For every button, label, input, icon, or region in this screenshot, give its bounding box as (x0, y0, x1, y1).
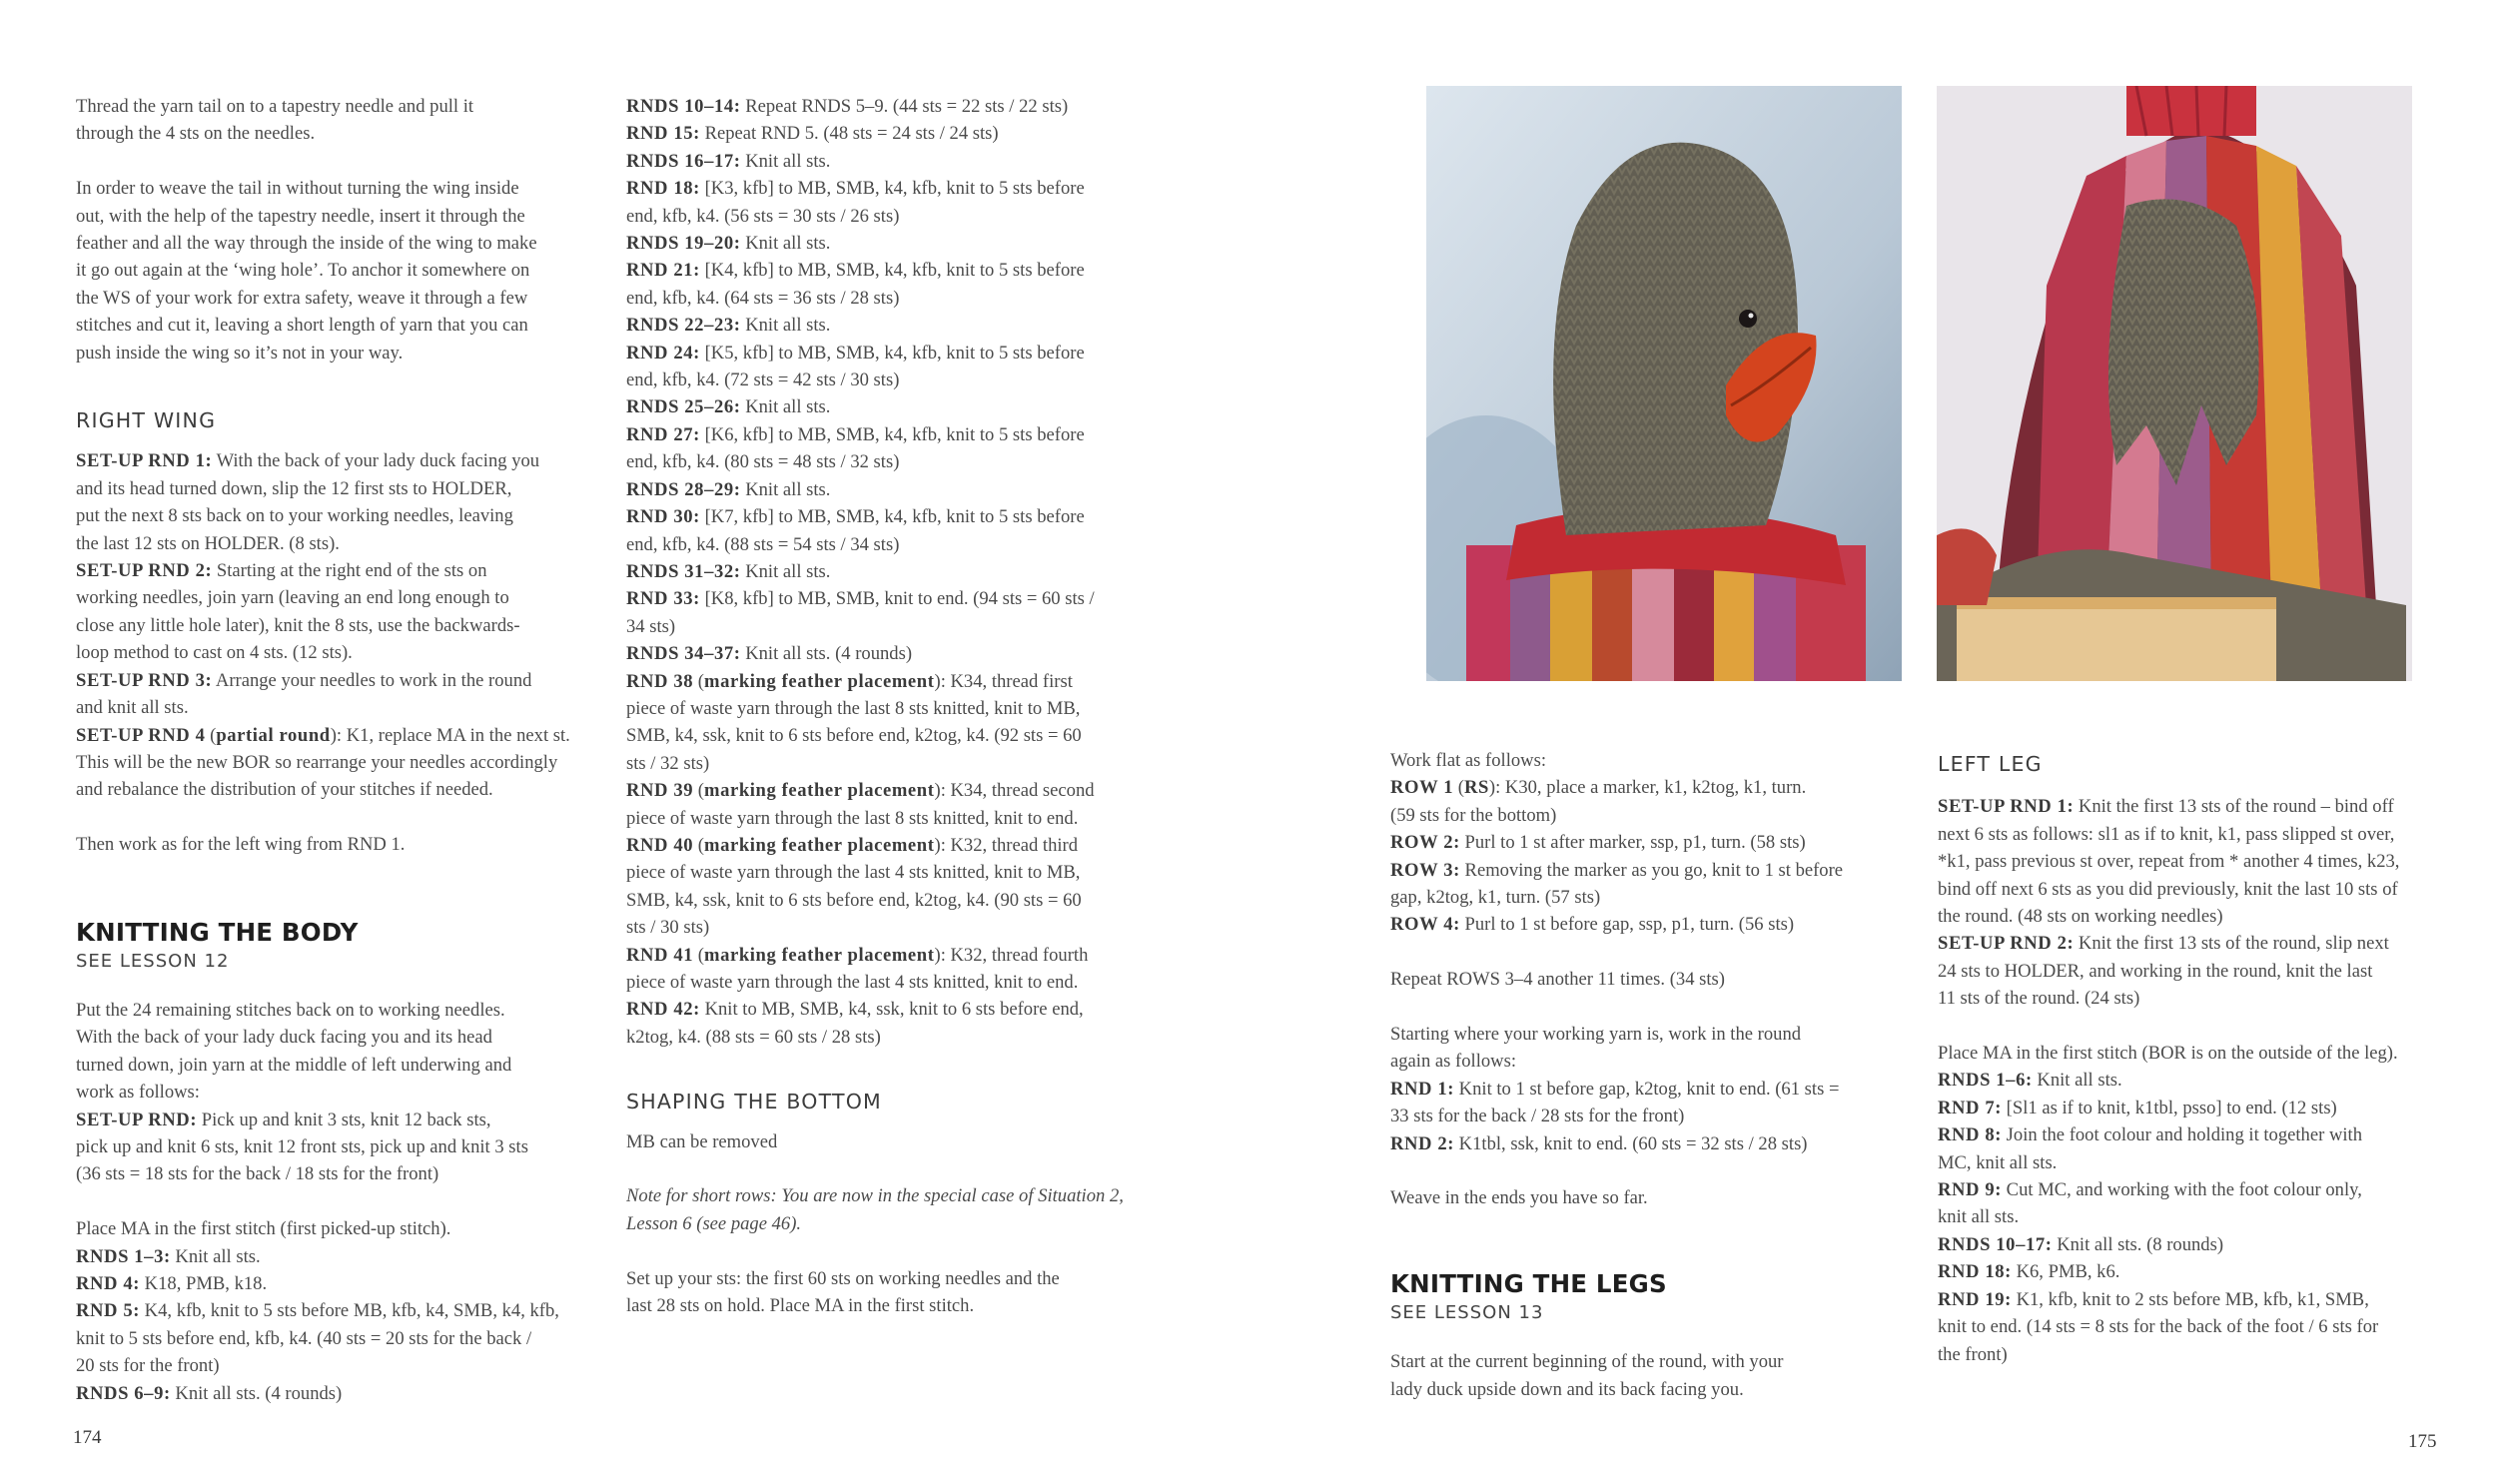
instruction-line: RND 1: Knit to 1 st before gap, k2tog, knit to end. (61 sts = (1390, 1078, 1840, 1100)
short-rows-note (626, 1182, 1146, 1237)
duck-head-illustration (1426, 86, 1902, 681)
instruction-line: Work flat as follows: (1390, 750, 1547, 771)
instruction-label: RND 33: (626, 588, 700, 610)
instruction-line: RND 9: Cut MC, and working with the foot colour only, (1938, 1179, 2362, 1201)
instruction-label: partial round (216, 724, 331, 746)
instruction-label: RNDS 10–17: (1938, 1233, 2053, 1255)
instruction-label: RND 38 (626, 670, 694, 692)
instruction-line: gap, k2tog, k1, turn. (57 sts) (1390, 887, 1601, 909)
left-leg-rounds (1938, 1040, 2457, 1368)
instruction-label: RNDS 1–6: (1938, 1070, 2033, 1092)
body-intro-paragraph (76, 997, 595, 1107)
text-line: the WS of your work for extra safety, weave it through a few (76, 287, 528, 309)
instruction-label: RND 18: (1938, 1261, 2012, 1283)
instruction-line: SMB, k4, ssk, knit to 6 sts before end, k2tog, k4. (92 sts = 60 (626, 725, 1082, 747)
instruction-line: RND 4: K18, PMB, k18. (76, 1272, 268, 1294)
legs-lesson-ref: SEE LESSON 13 (1390, 1301, 1544, 1323)
mb-removed-text: MB can be removed (626, 1130, 778, 1152)
text-line: stitches and cut it, leaving a short length of yarn that you can (76, 315, 528, 337)
instruction-line: SET-UP RND 2: Knit the first 13 sts of the round, slip next (1938, 933, 2389, 955)
body-rounds-continued (626, 93, 1146, 1051)
knitting-body-heading: KNITTING THE BODY (76, 917, 359, 947)
instruction-line: Place MA in the first stitch (BOR is on the outside of the leg). (1938, 1043, 2398, 1065)
instruction-label: RNDS 19–20: (626, 233, 741, 255)
instruction-line: put the next 8 sts back on to your working needles, leaving (76, 505, 513, 527)
instruction-label: ROW 2: (1390, 832, 1460, 854)
instruction-line: RND 15: Repeat RND 5. (48 sts = 24 sts / 24 sts) (626, 123, 999, 145)
instruction-line: RND 33: [K8, kfb] to MB, SMB, knit to end. (94 sts = 60 sts / (626, 588, 1095, 610)
text-line: lady duck upside down and its back facing you. (1390, 1378, 1744, 1400)
instruction-line: close any little hole later), knit the 8 sts, use the backwards- (76, 614, 520, 636)
work-flat-instructions (1390, 747, 1910, 939)
instruction-line: ROW 2: Purl to 1 st after marker, ssp, p1, turn. (58 sts) (1390, 832, 1806, 854)
instruction-label: RND 5: (76, 1300, 141, 1322)
instruction-line: RND 5: K4, kfb, knit to 5 sts before MB, kfb, k4, SMB, k4, kfb, (76, 1300, 559, 1322)
instruction-line: RND 30: [K7, kfb] to MB, SMB, k4, kfb, knit to 5 sts before (626, 506, 1085, 528)
instruction-label: RND 9: (1938, 1179, 2003, 1201)
instruction-line: ROW 1 (RS): K30, place a marker, k1, k2tog, k1, turn. (1390, 777, 1807, 799)
instruction-line: knit all sts. (1938, 1206, 2020, 1228)
instruction-line: *k1, pass previous st over, repeat from * another 4 times, k23, (1938, 851, 2400, 873)
setup-sts-paragraph (626, 1265, 1146, 1320)
instruction-label: RND 24: (626, 342, 700, 364)
column-3 (1390, 747, 1910, 1403)
text-line: Thread the yarn tail on to a tapestry needle and pull it (76, 96, 474, 117)
instruction-label: SET-UP RND 2: (76, 560, 213, 582)
instruction-line: end, kfb, k4. (64 sts = 36 sts / 28 sts) (626, 287, 900, 309)
instruction-label: RND 1: (1390, 1078, 1455, 1100)
text-line: Put the 24 remaining stitches back on to working needles. (76, 999, 505, 1021)
instruction-label: RS (1463, 777, 1489, 799)
instruction-line: RND 21: [K4, kfb] to MB, SMB, k4, kfb, knit to 5 sts before (626, 260, 1085, 282)
instruction-line: SET-UP RND 4 (partial round): K1, replace MA in the next st. (76, 724, 570, 746)
instruction-line: SET-UP RND 1: Knit the first 13 sts of the round – bind off (1938, 796, 2394, 818)
instruction-line: bind off next 6 sts as you did previously, knit the last 10 sts of (1938, 878, 2398, 900)
text-line: out, with the help of the tapestry needle, insert it through the (76, 205, 525, 227)
instruction-label: RND 42: (626, 999, 700, 1021)
instruction-label: ROW 1 (1390, 777, 1454, 799)
instruction-line: Starting where your working yarn is, work in the round (1390, 1024, 1802, 1046)
instruction-line: SET-UP RND 2: Starting at the right end of the sts on (76, 560, 487, 582)
text-line: work as follows: (76, 1082, 200, 1104)
instruction-line: next 6 sts as follows: sl1 as if to knit, k1, pass slipped st over, (1938, 823, 2395, 845)
instruction-label: RNDS 1–3: (76, 1245, 171, 1267)
text-line: Start at the current beginning of the round, with your (1390, 1351, 1784, 1373)
instruction-line: working needles, join yarn (leaving an end long enough to (76, 587, 509, 609)
left-leg-heading: LEFT LEG (1938, 752, 2043, 776)
instruction-line: RNDS 6–9: Knit all sts. (4 rounds) (76, 1382, 343, 1404)
instruction-line: the round. (48 sts on working needles) (1938, 906, 2223, 928)
instruction-line: piece of waste yarn through the last 4 sts knitted, knit to MB, (626, 862, 1081, 884)
body-lesson-ref: SEE LESSON 12 (76, 950, 230, 972)
instruction-line: RND 38 (marking feather placement): K34, thread first (626, 670, 1073, 692)
instruction-label: RND 21: (626, 260, 700, 282)
instruction-line: SET-UP RND: Pick up and knit 3 sts, knit 12 back sts, (76, 1109, 491, 1130)
instruction-line: RND 42: Knit to MB, SMB, k4, ssk, knit to 6 sts before end, (626, 999, 1084, 1021)
photo-duck-head (1426, 86, 1902, 681)
instruction-line: RNDS 22–23: Knit all sts. (626, 315, 831, 337)
instruction-label: RND 7: (1938, 1097, 2003, 1118)
instruction-line: RND 18: K6, PMB, k6. (1938, 1261, 2120, 1283)
instruction-label: ROW 4: (1390, 914, 1460, 936)
right-wing-instructions (76, 447, 595, 803)
instruction-label: SET-UP RND 3: (76, 669, 213, 691)
then-work-text: Then work as for the left wing from RND 1. (76, 834, 406, 856)
instruction-line: RND 40 (marking feather placement): K32, thread third (626, 834, 1079, 856)
instruction-label: SET-UP RND: (76, 1109, 198, 1130)
knitting-legs-heading: KNITTING THE LEGS (1390, 1268, 1667, 1298)
weave-paragraph (76, 175, 595, 367)
instruction-label: RND 2: (1390, 1132, 1455, 1154)
note-line: Lesson 6 (see page 46). (626, 1212, 802, 1234)
instruction-line: 34 sts) (626, 615, 676, 637)
instruction-label: RNDS 6–9: (76, 1382, 171, 1404)
legs-start-paragraph (1390, 1348, 1910, 1403)
column-4 (1938, 751, 2457, 1368)
instruction-line: This will be the new BOR so rearrange your needles accordingly (76, 751, 558, 773)
intro-paragraph (76, 93, 595, 148)
instruction-label: RND 4: (76, 1272, 141, 1294)
instruction-line: the front) (1938, 1343, 2008, 1365)
instruction-line: 11 sts of the round. (24 sts) (1938, 988, 2140, 1010)
instruction-line: RND 19: K1, kfb, knit to 2 sts before MB, kfb, k1, SMB, (1938, 1288, 2369, 1310)
instruction-label: RND 41 (626, 944, 694, 966)
weave-ends-text: Weave in the ends you have so far. (1390, 1187, 1648, 1209)
instruction-line: RNDS 19–20: Knit all sts. (626, 233, 831, 255)
instruction-line: knit to 5 sts before end, kfb, k4. (40 sts = 20 sts for the back / (76, 1327, 532, 1349)
instruction-line: RNDS 1–3: Knit all sts. (76, 1245, 261, 1267)
instruction-line: piece of waste yarn through the last 8 sts knitted, knit to end. (626, 807, 1079, 829)
text-line: turned down, join yarn at the middle of left underwing and (76, 1054, 512, 1076)
text-line: push inside the wing so it’s not in your way. (76, 342, 404, 364)
instruction-label: SET-UP RND 2: (1938, 933, 2075, 955)
instruction-line: ROW 4: Purl to 1 st before gap, ssp, p1, turn. (56 sts) (1390, 914, 1795, 936)
instruction-line: and knit all sts. (76, 697, 189, 719)
instruction-label: RND 19: (1938, 1288, 2012, 1310)
instruction-line: loop method to cast on 4 sts. (12 sts). (76, 642, 353, 664)
instruction-line: end, kfb, k4. (88 sts = 54 sts / 34 sts) (626, 533, 900, 555)
instruction-label: SET-UP RND 4 (76, 724, 206, 746)
text-line: last 28 sts on hold. Place MA in the first stitch. (626, 1295, 975, 1317)
body-rounds-instructions (76, 1215, 595, 1407)
instruction-line: RND 39 (marking feather placement): K34, thread second (626, 780, 1095, 802)
instruction-line: piece of waste yarn through the last 4 sts knitted, knit to end. (626, 972, 1079, 993)
instruction-line: RNDS 28–29: Knit all sts. (626, 478, 831, 500)
instruction-line: RND 27: [K6, kfb] to MB, SMB, k4, kfb, knit to 5 sts before (626, 423, 1085, 445)
left-leg-setup (1938, 793, 2457, 1012)
instruction-label: RNDS 34–37: (626, 643, 741, 665)
instruction-label: RND 30: (626, 506, 700, 528)
instruction-line: end, kfb, k4. (80 sts = 48 sts / 32 sts) (626, 451, 900, 473)
page-number-left: 174 (73, 1427, 102, 1448)
body-setup-instructions (76, 1107, 595, 1188)
text-line: it go out again at the ‘wing hole’. To anchor it somewhere on (76, 260, 530, 282)
instruction-line: k2tog, k4. (88 sts = 60 sts / 28 sts) (626, 1026, 881, 1048)
instruction-line: RNDS 31–32: Knit all sts. (626, 560, 831, 582)
text-line: feather and all the way through the inside of the wing to make (76, 233, 537, 255)
instruction-line: RNDS 10–14: Repeat RNDS 5–9. (44 sts = 22 sts / 22 sts) (626, 96, 1069, 117)
text-line: In order to weave the tail in without turning the wing inside (76, 178, 519, 200)
instruction-label: RND 8: (1938, 1124, 2003, 1146)
instruction-line: RND 8: Join the foot colour and holding it together with (1938, 1124, 2363, 1146)
instruction-label: ROW 3: (1390, 859, 1460, 881)
instruction-label: RNDS 31–32: (626, 560, 741, 582)
column-2 (626, 93, 1146, 1319)
text-line: Set up your sts: the first 60 sts on working needles and the (626, 1267, 1060, 1289)
instruction-label: marking feather placement (703, 834, 935, 856)
instruction-label: SET-UP RND 1: (76, 450, 213, 472)
instruction-line: RND 2: K1tbl, ssk, knit to end. (60 sts = 32 sts / 28 sts) (1390, 1132, 1808, 1154)
instruction-line: and its head turned down, slip the 12 first sts to HOLDER, (76, 477, 512, 499)
instruction-line: MC, knit all sts. (1938, 1151, 2058, 1173)
instruction-line: piece of waste yarn through the last 8 sts knitted, knit to MB, (626, 697, 1081, 719)
instruction-line: RND 7: [Sl1 as if to knit, k1tbl, psso] to end. (12 sts) (1938, 1097, 2337, 1118)
instruction-label: SET-UP RND 1: (1938, 796, 2075, 818)
instruction-label: RND 18: (626, 178, 700, 200)
instruction-label: marking feather placement (703, 780, 935, 802)
text-line: through the 4 sts on the needles. (76, 123, 316, 145)
duck-wing-illustration (1937, 86, 2412, 681)
instruction-line: RNDS 1–6: Knit all sts. (1938, 1070, 2122, 1092)
instruction-line: RNDS 34–37: Knit all sts. (4 rounds) (626, 643, 913, 665)
instruction-line: RND 41 (marking feather placement): K32, thread fourth (626, 944, 1089, 966)
right-wing-heading: RIGHT WING (76, 408, 217, 433)
instruction-label: RNDS 22–23: (626, 315, 741, 337)
text-line: With the back of your lady duck facing you and its head (76, 1027, 492, 1049)
instruction-label: marking feather placement (703, 670, 935, 692)
instruction-line: RNDS 10–17: Knit all sts. (8 rounds) (1938, 1233, 2224, 1255)
instruction-label: marking feather placement (703, 944, 935, 966)
instruction-label: RND 15: (626, 123, 700, 145)
instruction-line: the last 12 sts on HOLDER. (8 sts). (76, 532, 340, 554)
instruction-line: RND 18: [K3, kfb] to MB, SMB, k4, kfb, knit to 5 sts before (626, 178, 1085, 200)
photo-duck-wing (1937, 86, 2412, 681)
instruction-line: (59 sts for the bottom) (1390, 804, 1557, 826)
instruction-line: 33 sts for the back / 28 sts for the front) (1390, 1106, 1685, 1127)
instruction-label: RND 27: (626, 423, 700, 445)
instruction-line: RND 24: [K5, kfb] to MB, SMB, k4, kfb, knit to 5 sts before (626, 342, 1085, 364)
instruction-line: ROW 3: Removing the marker as you go, knit to 1 st before (1390, 859, 1844, 881)
instruction-line: 24 sts to HOLDER, and working in the round, knit the last (1938, 960, 2373, 982)
instruction-line: RNDS 25–26: Knit all sts. (626, 396, 831, 418)
repeat-rows-text: Repeat ROWS 3–4 another 11 times. (34 sts) (1390, 969, 1725, 991)
instruction-label: RNDS 16–17: (626, 150, 741, 172)
instruction-line: sts / 32 sts) (626, 752, 710, 774)
column-1 (76, 93, 595, 1407)
instruction-line: SMB, k4, ssk, knit to 6 sts before end, k2tog, k4. (90 sts = 60 (626, 889, 1082, 911)
page-number-right: 175 (2408, 1431, 2437, 1452)
shaping-bottom-heading: SHAPING THE BOTTOM (626, 1090, 882, 1114)
instruction-line: SET-UP RND 3: Arrange your needles to work in the round (76, 669, 532, 691)
instruction-label: RND 39 (626, 780, 694, 802)
instruction-line: (36 sts = 18 sts for the back / 18 sts for the front) (76, 1163, 439, 1185)
instruction-line: sts / 30 sts) (626, 917, 710, 939)
instruction-line: end, kfb, k4. (72 sts = 42 sts / 30 sts) (626, 370, 900, 391)
instruction-line: 20 sts for the front) (76, 1355, 220, 1377)
instruction-line: pick up and knit 6 sts, knit 12 front sts, pick up and knit 3 sts (76, 1135, 528, 1157)
instruction-line: SET-UP RND 1: With the back of your lady duck facing you (76, 450, 540, 472)
instruction-label: RNDS 25–26: (626, 396, 741, 418)
instruction-line: end, kfb, k4. (56 sts = 30 sts / 26 sts) (626, 205, 900, 227)
instruction-line: again as follows: (1390, 1051, 1516, 1073)
instruction-label: RNDS 10–14: (626, 96, 741, 117)
instruction-line: Place MA in the first stitch (first picked-up stitch). (76, 1218, 451, 1240)
instruction-label: RND 40 (626, 834, 694, 856)
instruction-label: RNDS 28–29: (626, 478, 741, 500)
instruction-line: knit to end. (14 sts = 8 sts for the back of the foot / 6 sts for (1938, 1316, 2379, 1338)
instruction-line: RNDS 16–17: Knit all sts. (626, 150, 831, 172)
work-round-instructions (1390, 1021, 1910, 1157)
note-line: Note for short rows: You are now in the special case of Situation 2, (626, 1185, 1124, 1207)
instruction-line: and rebalance the distribution of your stitches if needed. (76, 779, 493, 801)
